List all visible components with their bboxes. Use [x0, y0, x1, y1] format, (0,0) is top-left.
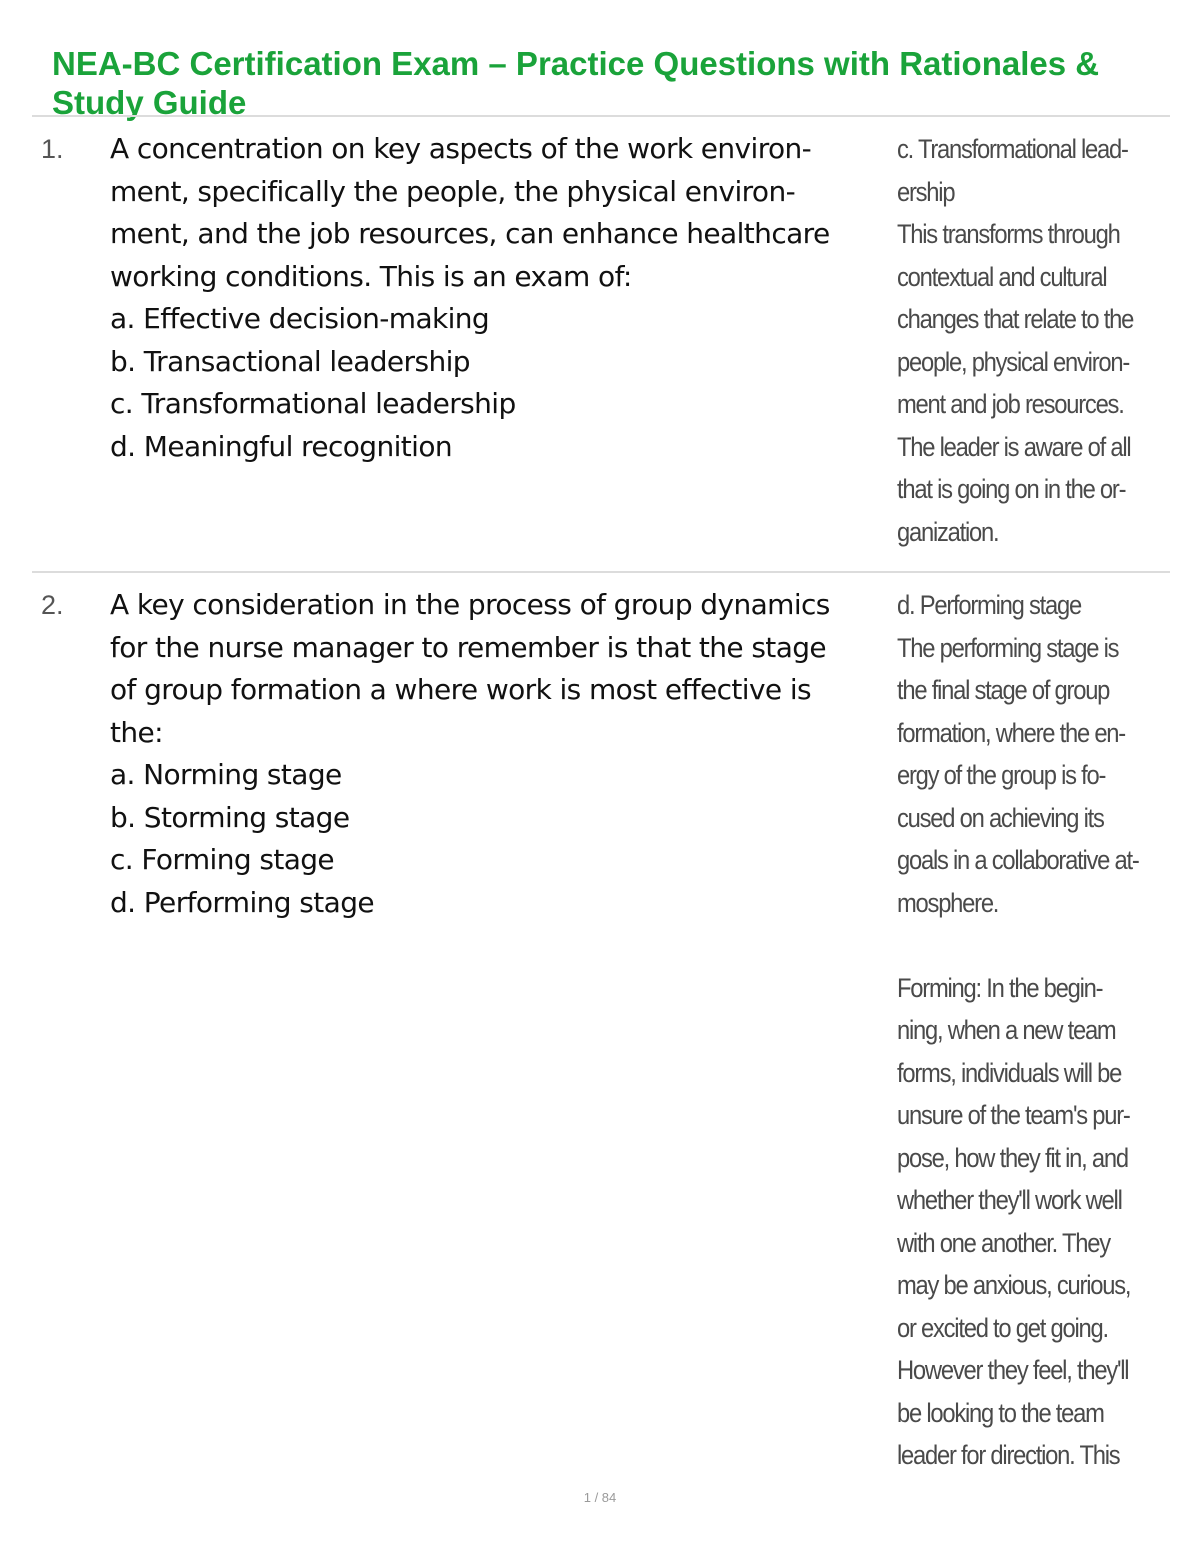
question-text-line: A key consideration in the process of group dynamics: [110, 588, 830, 621]
rationale-line: ment and job resources.: [897, 389, 1124, 419]
question-number: 1.: [41, 134, 64, 164]
rationale-line: forms, individuals will be: [897, 1057, 1122, 1088]
rationale-line: cused on achieving its: [897, 802, 1104, 833]
answer-option-c: c. Transformational leadership: [110, 387, 516, 420]
question-text-line: of group formation a where work is most effective is: [110, 673, 812, 706]
rationale-line: with one another. They: [897, 1227, 1110, 1258]
page-indicator: 1 / 84: [583, 1490, 617, 1505]
answer-option-b: b. Transactional leadership: [110, 344, 470, 378]
rationale-line: contextual and cultural: [897, 261, 1107, 292]
question-body: [110, 128, 888, 468]
answer-rationale: [897, 128, 1134, 553]
rationale-line: c. Transformational lead-: [897, 134, 1128, 164]
rationale-line: leader for direction. This: [897, 1440, 1120, 1470]
rationale-line: that is going on in the or-: [897, 474, 1126, 504]
rationale-line: may be anxious, curious,: [897, 1270, 1131, 1300]
rationale-line: the final stage of group: [897, 675, 1110, 705]
answer-rationale: [897, 584, 1139, 1477]
answer-option-d: d. Performing stage: [110, 885, 375, 919]
rationale-line: be looking to the team: [897, 1397, 1104, 1428]
rationale-line: However they feel, they'll: [897, 1355, 1129, 1385]
rationale-line: The leader is aware of all: [897, 431, 1131, 462]
answer-option-b: b. Storming stage: [110, 800, 350, 834]
question-number: 2.: [41, 590, 64, 620]
rationale-line: ning, when a new team: [897, 1015, 1116, 1045]
rationale-line: unsure of the team's pur-: [897, 1100, 1130, 1130]
rationale-line: pose, how they fit in, and: [897, 1142, 1128, 1173]
question-body: [110, 584, 888, 924]
answer-option-a: a. Effective decision-making: [110, 302, 490, 335]
answer-option-c: c. Forming stage: [110, 843, 335, 876]
question-divider: [32, 571, 1170, 573]
document-title: [52, 44, 1182, 122]
answer-option-d: d. Meaningful recognition: [110, 429, 453, 463]
question-text-line: ment, specifically the people, the physical environ-: [110, 174, 796, 208]
rationale-line: whether they'll work well: [897, 1185, 1122, 1215]
rationale-line: goals in a collaborative at-: [897, 845, 1139, 875]
rationale-line: mosphere.: [897, 887, 999, 918]
rationale-line: changes that relate to the: [897, 304, 1134, 334]
answer-option-a: a. Norming stage: [110, 758, 342, 791]
document-title-line-2: Study Guide: [52, 84, 247, 121]
question-text-line: A concentration on key aspects of the work environ-: [110, 132, 812, 165]
title-divider: [32, 115, 1170, 117]
rationale-line: formation, where the en-: [897, 717, 1125, 748]
rationale-line: This transforms through: [897, 219, 1120, 249]
rationale-line: ership: [897, 176, 955, 207]
rationale-line: ganization.: [897, 516, 999, 547]
rationale-line: d. Performing stage: [897, 590, 1081, 620]
question-text-line: ment, and the job resources, can enhance healthcare: [110, 217, 830, 250]
rationale-line: people, physical environ-: [897, 346, 1130, 377]
rationale-line: Forming: In the begin-: [897, 972, 1103, 1003]
question-text-line: for the nurse manager to remember is that the stage: [110, 630, 827, 664]
rationale-spacer: [897, 924, 1130, 967]
question-text-line: working conditions. This is an exam of:: [110, 259, 632, 293]
document-title-line-1: NEA-BC Certification Exam – Practice Questions with Rationales &: [52, 45, 1100, 82]
rationale-line: ergy of the group is fo-: [897, 760, 1106, 790]
rationale-line: The performing stage is: [897, 632, 1119, 663]
rationale-line: or excited to get going.: [897, 1312, 1108, 1343]
question-text-line: the:: [110, 715, 163, 749]
